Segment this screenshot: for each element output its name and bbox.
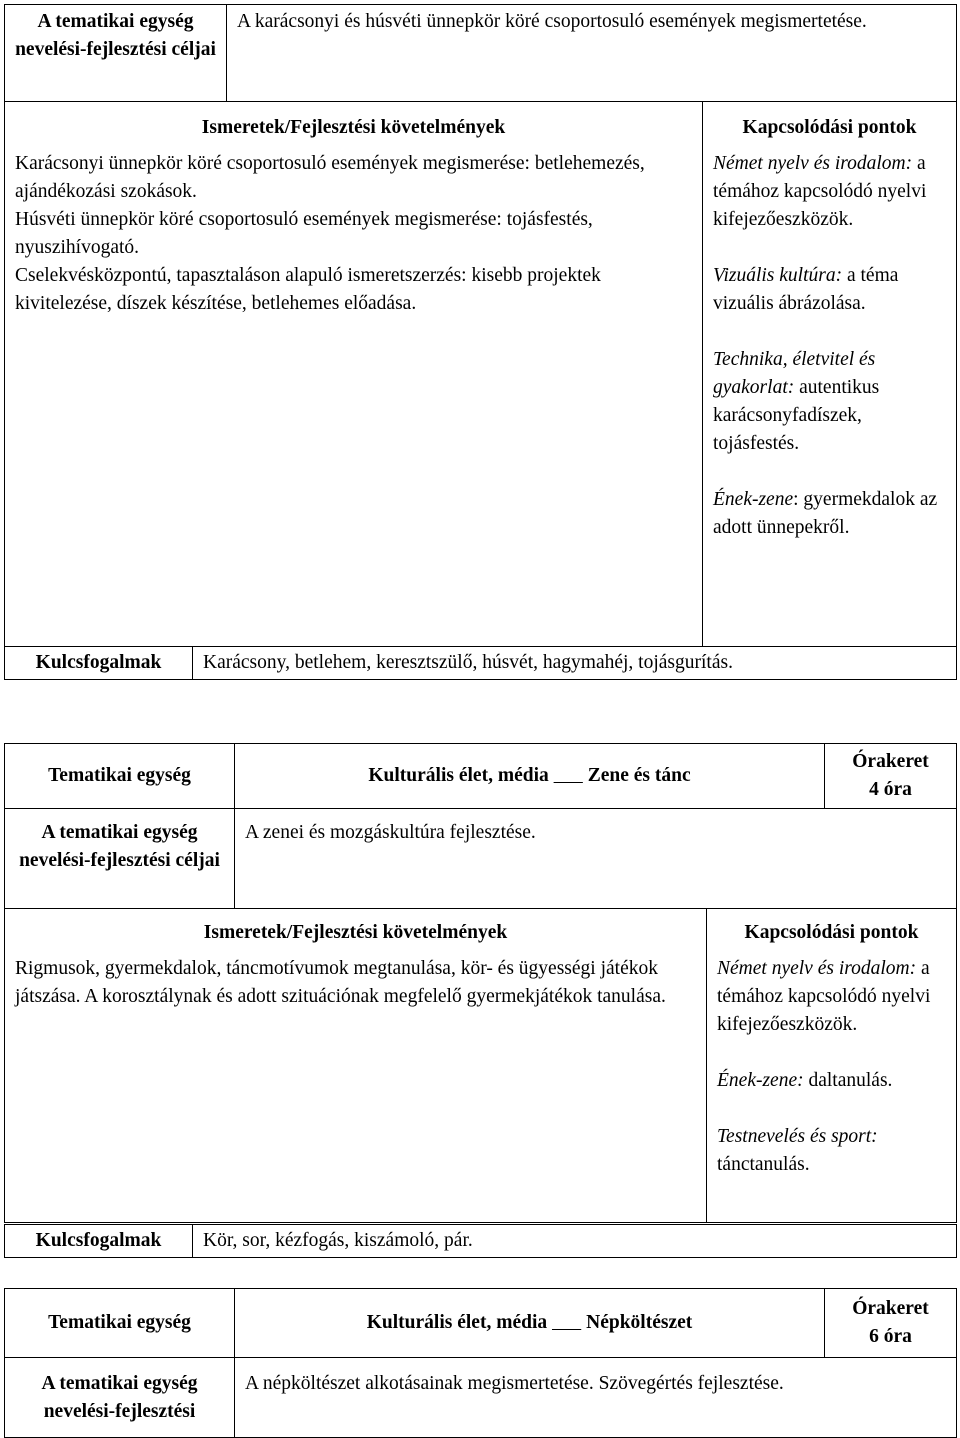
requirement-item: Cselekvésközpontú, tapasztaláson alapuló ismeretszerzés: kisebb projektek kivitelezése, díszek készítése, betlehemes előadása. bbox=[15, 265, 601, 314]
connection-item bbox=[713, 346, 946, 458]
goals-text: A zenei és mozgáskultúra fejlesztése. bbox=[235, 809, 957, 909]
unit-title-suffix: Zene és tánc bbox=[587, 765, 691, 786]
section3-table bbox=[4, 1288, 957, 1438]
hours-label: Órakeret bbox=[852, 1298, 929, 1319]
connection-subject: Vizuális kultúra: bbox=[713, 265, 843, 286]
requirements-cell bbox=[5, 102, 703, 647]
connection-item bbox=[713, 150, 946, 234]
connection-subject: Német nyelv és irodalom: bbox=[713, 153, 913, 174]
keywords-label: Kulcsfogalmak bbox=[5, 647, 193, 680]
requirement-item: Karácsonyi ünnepkör köré csoportosuló események megismerése: betlehemezés, ajándékozási szokások. bbox=[15, 153, 645, 202]
hours-cell bbox=[825, 1289, 957, 1358]
connection-item bbox=[717, 1067, 946, 1095]
connection-text: autentikus karácsonyfadíszek, tojásfestés. bbox=[713, 377, 880, 454]
unit-title bbox=[235, 744, 825, 809]
hours-label: Órakeret bbox=[852, 751, 929, 772]
connection-subject: Ének-zene bbox=[713, 489, 794, 510]
hours-value: 6 óra bbox=[869, 1326, 912, 1347]
section2-keywords-table bbox=[4, 1224, 957, 1258]
goals-text: A karácsonyi és húsvéti ünnepkör köré csoportosuló események megismertetése. bbox=[227, 5, 957, 102]
connections-header: Kapcsolódási pontok bbox=[744, 922, 919, 943]
unit-title-suffix: Népköltészet bbox=[586, 1312, 693, 1333]
section1-keywords-table bbox=[4, 646, 957, 680]
connection-text: tánctanulás. bbox=[717, 1154, 810, 1175]
connection-text: a téma vizuális ábrázolása. bbox=[713, 265, 899, 314]
section2-table bbox=[4, 743, 957, 1223]
connection-text: a témához kapcsolódó nyelvi kifejezőeszközök. bbox=[717, 958, 931, 1035]
requirements-header: Ismeretek/Fejlesztési követelmények bbox=[203, 922, 508, 943]
connection-subject: Technika, életvitel és gyakorlat: bbox=[713, 349, 876, 398]
goals-label: A tematikai egység nevelési-fejlesztési céljai bbox=[5, 5, 227, 102]
connection-subject: Testnevelés és sport: bbox=[717, 1126, 878, 1147]
connections-cell bbox=[703, 102, 957, 647]
connection-subject: Német nyelv és irodalom: bbox=[717, 958, 917, 979]
keywords-text: Karácsony, betlehem, keresztszülő, húsvét, hagymahéj, tojásgurítás. bbox=[193, 647, 957, 680]
goals-label: A tematikai egység nevelési-fejlesztési bbox=[5, 1358, 235, 1438]
connection-item bbox=[713, 486, 946, 542]
connections-cell bbox=[707, 909, 957, 1223]
requirement-item: Rigmusok, gyermekdalok, táncmotívumok megtanulása, kör- és ügyességi játékok játszása. A korosztálynak és adott szituációnak megfelelő gyermekjátékok tanulása. bbox=[15, 958, 666, 1007]
connection-item bbox=[713, 262, 946, 318]
connections-header: Kapcsolódási pontok bbox=[742, 117, 917, 138]
keywords-label: Kulcsfogalmak bbox=[5, 1225, 193, 1258]
connection-item bbox=[717, 1123, 946, 1179]
goals-label: A tematikai egység nevelési-fejlesztési céljai bbox=[5, 809, 235, 909]
connection-text: a témához kapcsolódó nyelvi kifejezőeszközök. bbox=[713, 153, 927, 230]
unit-title bbox=[235, 1289, 825, 1358]
unit-label: Tematikai egység bbox=[5, 744, 235, 809]
connection-text: : gyermekdalok az adott ünnepekről. bbox=[713, 489, 938, 538]
unit-title-prefix: Kulturális élet, média bbox=[368, 765, 549, 786]
hours-value: 4 óra bbox=[869, 779, 912, 800]
requirements-header: Ismeretek/Fejlesztési követelmények bbox=[201, 117, 506, 138]
unit-title-prefix: Kulturális élet, média bbox=[366, 1312, 548, 1333]
connection-item bbox=[717, 955, 946, 1039]
unit-label: Tematikai egység bbox=[5, 1289, 235, 1358]
requirements-cell bbox=[5, 909, 707, 1223]
connection-subject: Ének-zene: bbox=[717, 1070, 804, 1091]
requirement-item: Húsvéti ünnepkör köré csoportosuló események megismerése: tojásfestés, nyuszihívogató. bbox=[15, 209, 593, 258]
connection-text: daltanulás. bbox=[803, 1070, 893, 1091]
goals-text: A népköltészet alkotásainak megismertetése. Szövegértés fejlesztése. bbox=[235, 1358, 957, 1438]
hours-cell bbox=[825, 744, 957, 809]
keywords-text: Kör, sor, kézfogás, kiszámoló, pár. bbox=[193, 1225, 957, 1258]
section1-table bbox=[4, 4, 957, 647]
